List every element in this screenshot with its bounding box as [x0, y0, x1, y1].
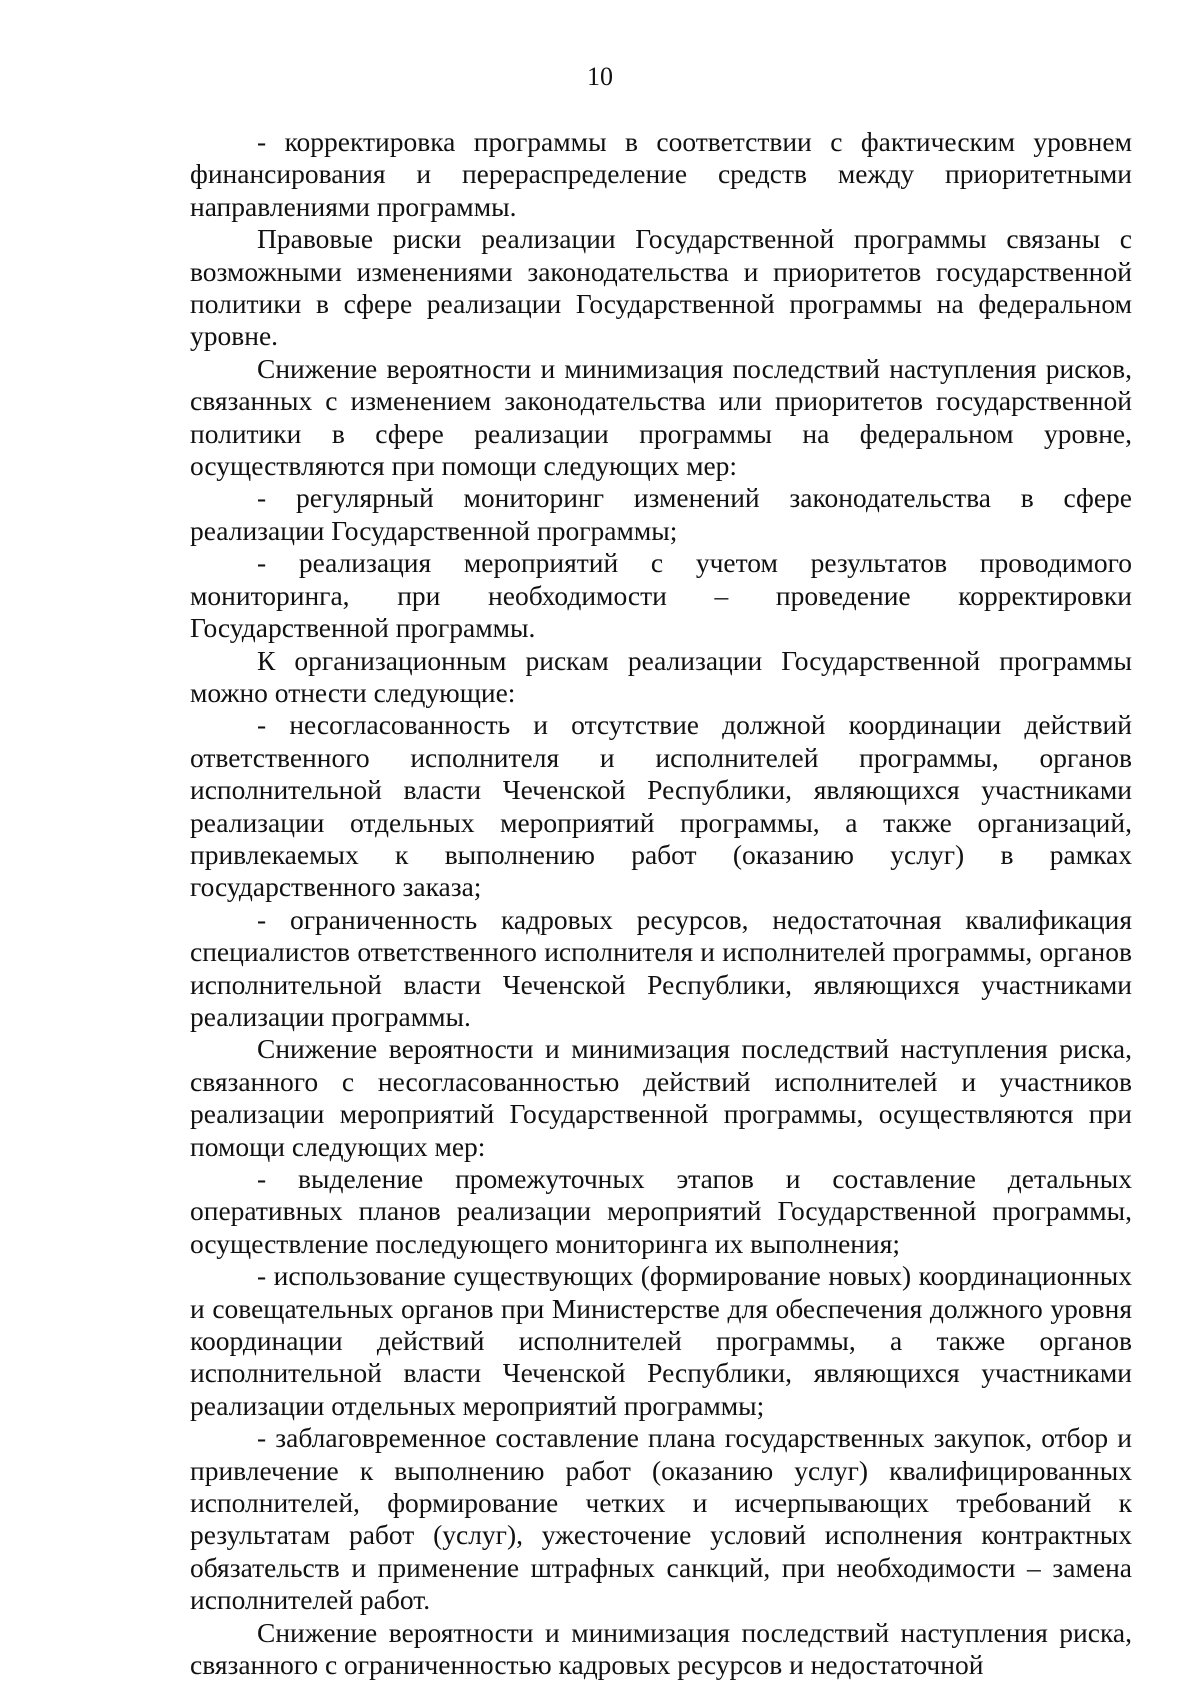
paragraph-13: Снижение вероятности и минимизация последствий наступления риска, связанного с ограниченностью кадровых ресурсов и недостаточной	[190, 1616, 1132, 1681]
page-number: 10	[587, 62, 613, 91]
paragraph-5: - реализация мероприятий с учетом результатов проводимого мониторинга, при необходимости – проведение корректировки Государственной программы.	[190, 547, 1132, 644]
paragraph-1: - корректировка программы в соответствии с фактическим уровнем финансирования и перераспределение средств между приоритетными направлениями программы.	[190, 126, 1132, 222]
paragraph-4: - регулярный мониторинг изменений законодательства в сфере реализации Государственной программы;	[190, 482, 1132, 546]
paragraph-10: - выделение промежуточных этапов и составление детальных оперативных планов реализации мероприятий Государственной программы, осуществление последующего мониторинга их выполнения;	[190, 1163, 1132, 1259]
paragraph-9: Снижение вероятности и минимизация последствий наступления риска, связанного с несогласованностью действий исполнителей и участников реализации мероприятий Государственной программы, осуществляются при помощи следующих мер:	[190, 1033, 1132, 1162]
paragraph-3: Снижение вероятности и минимизация последствий наступления рисков, связанных с изменением законодательства или приоритетов государственной политики в сфере реализации программы на федеральном уровне, осуществляются при помощи следующих мер:	[190, 352, 1132, 482]
paragraph-8: - ограниченность кадровых ресурсов, недостаточная квалификация специалистов ответственного исполнителя и исполнителей программы, органов исполнительной власти Чеченской Республики, являющихся участниками реализации программы.	[190, 903, 1132, 1032]
paragraph-11: - использование существующих (формирование новых) координационных и совещательных органов при Министерстве для обеспечения должного уровня координации действий исполнителей программы, а также органов исполнительной власти Чеченской Республики, являющихся участниками реализации отдельных мероприятий программы;	[190, 1260, 1132, 1421]
paragraph-12: - заблаговременное составление плана государственных закупок, отбор и привлечение к выполнению работ (оказанию услуг) квалифицированных исполнителей, формирование четких и исчерпывающих требований к результатам работ (услуг), ужесточение условий исполнения контрактных обязательств и применение штрафных санкций, при необходимости – замена исполнителей работ.	[190, 1422, 1132, 1616]
paragraph-2: Правовые риски реализации Государственной программы связаны с возможными изменениями законодательства и приоритетов государственной политики в сфере реализации Государственной программы на федеральном уровне.	[190, 223, 1132, 352]
body-text	[190, 126, 1132, 1682]
paragraph-7: - несогласованность и отсутствие должной координации действий ответственного исполнителя и исполнителей программы, органов исполнительной власти Чеченской Республики, являющихся участниками реализации отдельных мероприятий программы, а также организаций, привлекаемых к выполнению работ (оказанию услуг) в рамках государственного заказа;	[190, 709, 1132, 903]
paragraph-6: К организационным рискам реализации Государственной программы можно отнести следующие:	[190, 644, 1132, 708]
